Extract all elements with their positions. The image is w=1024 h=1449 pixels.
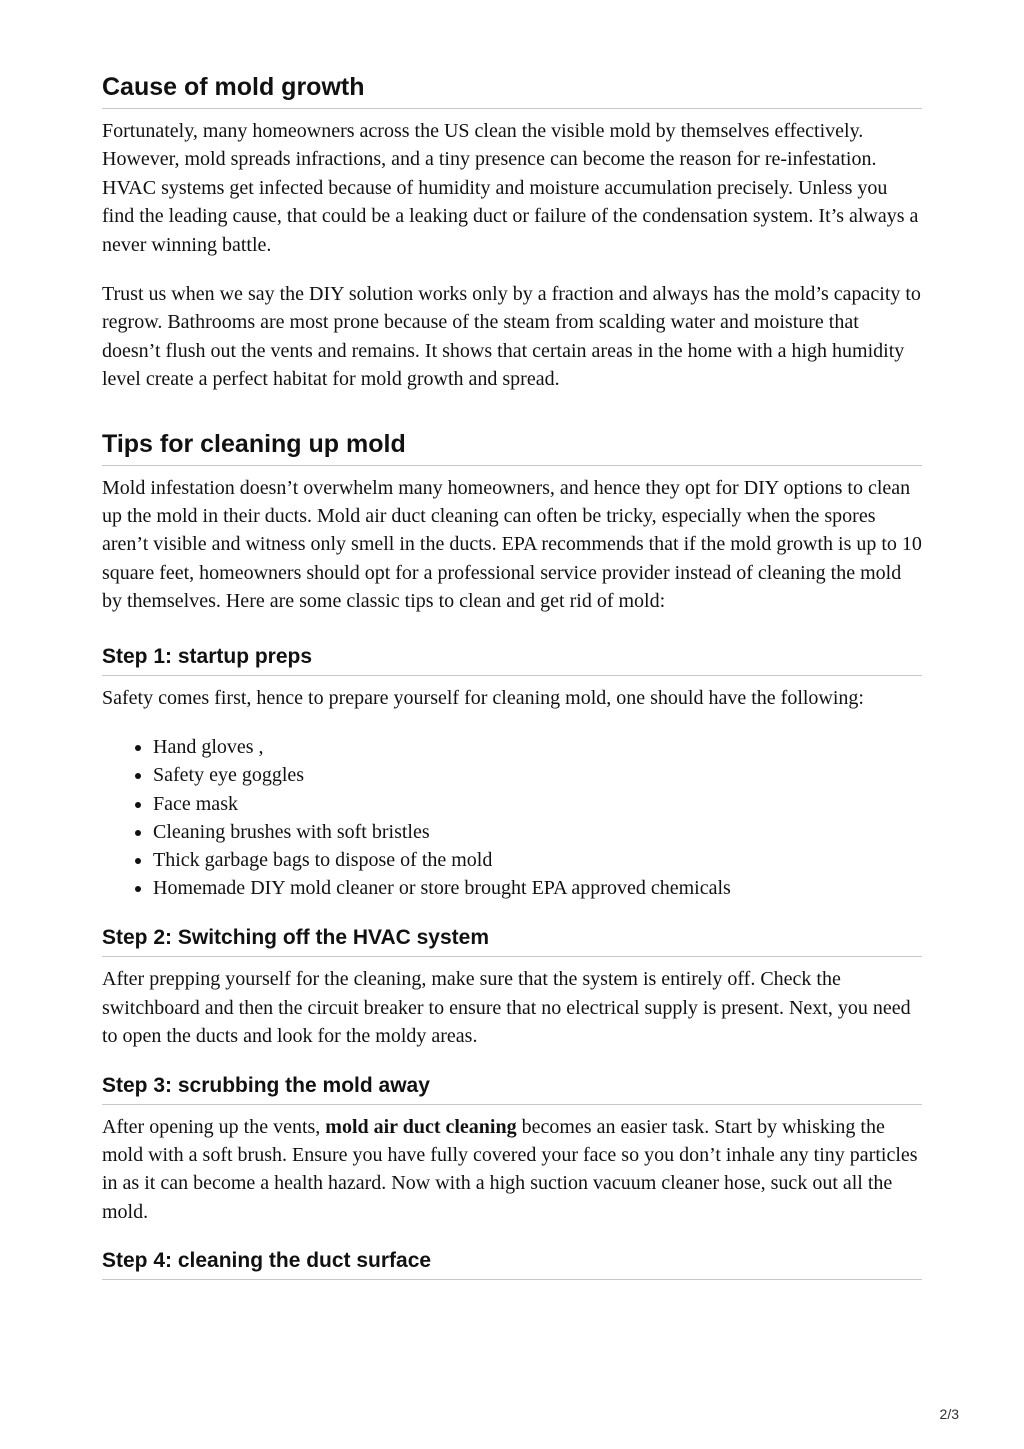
list-item: • Homemade DIY mold cleaner or store brought EPA approved chemicals xyxy=(153,874,922,902)
paragraph-step-3-start: After opening up the vents, xyxy=(102,1115,326,1138)
heading-step-1: Step 1: startup preps xyxy=(102,643,922,676)
paragraph-step-1: Safety comes first, hence to prepare yourself for cleaning mold, one should have the following: xyxy=(102,686,864,709)
paragraph-step-3 xyxy=(102,1113,922,1227)
paragraph-tips-1: Mold infestation doesn’t overwhelm many homeowners, and hence they opt for DIY options to clean up the mold in their ducts. Mold air duct cleaning can often be tricky, especially when the spores aren’t visible and witness only smell in the ducts. EPA recommends that if the mold growth is up to 10 square feet, homeowners should opt for a professional service provider instead of cleaning the mold by themselves. Here are some classic tips to clean and get rid of mold: xyxy=(102,476,922,613)
paragraph-step-3-rest: becomes an easier task. Start by whisking the mold with a soft brush. Ensure you have fully covered your face so you don’t inhale any tiny particles in as it can become a health hazard. Now with a high suction vacuum cleaner hose, suck out all the mold. xyxy=(102,1115,918,1223)
heading-cause-of-mold-growth: Cause of mold growth xyxy=(102,70,922,109)
paragraph-cause-2: Trust us when we say the DIY solution works only by a fraction and always has the mold’s capacity to regrow. Bathrooms are most prone because of the steam from scalding water and moisture that doesn’t flush out the vents and remains. It shows that certain areas in the home with a high humidity level create a perfect habitat for mold growth and spread. xyxy=(102,283,921,391)
page-number: 2/3 xyxy=(939,1406,959,1422)
keyword-mold-air-duct-cleaning: mold air duct cleaning xyxy=(325,1115,517,1138)
list-item: • Cleaning brushes with soft bristles xyxy=(153,818,922,846)
document-page xyxy=(102,70,922,1288)
heading-step-4: Step 4: cleaning the duct surface xyxy=(102,1247,922,1280)
paragraph-cause-1: Fortunately, many homeowners across the US clean the visible mold by themselves effectively. However, mold spreads infractions, and a tiny presence can become the reason for re-infestation. HVAC systems get infected because of humidity and moisture accumulation precisely. Unless you find the leading cause, that could be a leaking duct or failure of the condensation system. It’s always a never winning battle. xyxy=(102,120,919,256)
list-item: • Face mask xyxy=(153,790,922,818)
list-item: • Hand gloves , xyxy=(153,733,922,761)
heading-step-2: Step 2: Switching off the HVAC system xyxy=(102,924,922,957)
list-item: • Safety eye goggles xyxy=(153,761,922,789)
paragraph-step-2: After prepping yourself for the cleaning, make sure that the system is entirely off. Check the switchboard and then the circuit breaker to ensure that no electrical supply is present. Next, you need to open the ducts and look for the moldy areas. xyxy=(102,968,911,1048)
heading-step-3: Step 3: scrubbing the mold away xyxy=(102,1072,922,1105)
supplies-list xyxy=(102,733,922,902)
list-item: • Thick garbage bags to dispose of the mold xyxy=(153,846,922,874)
heading-tips-for-cleaning: Tips for cleaning up mold xyxy=(102,427,922,466)
